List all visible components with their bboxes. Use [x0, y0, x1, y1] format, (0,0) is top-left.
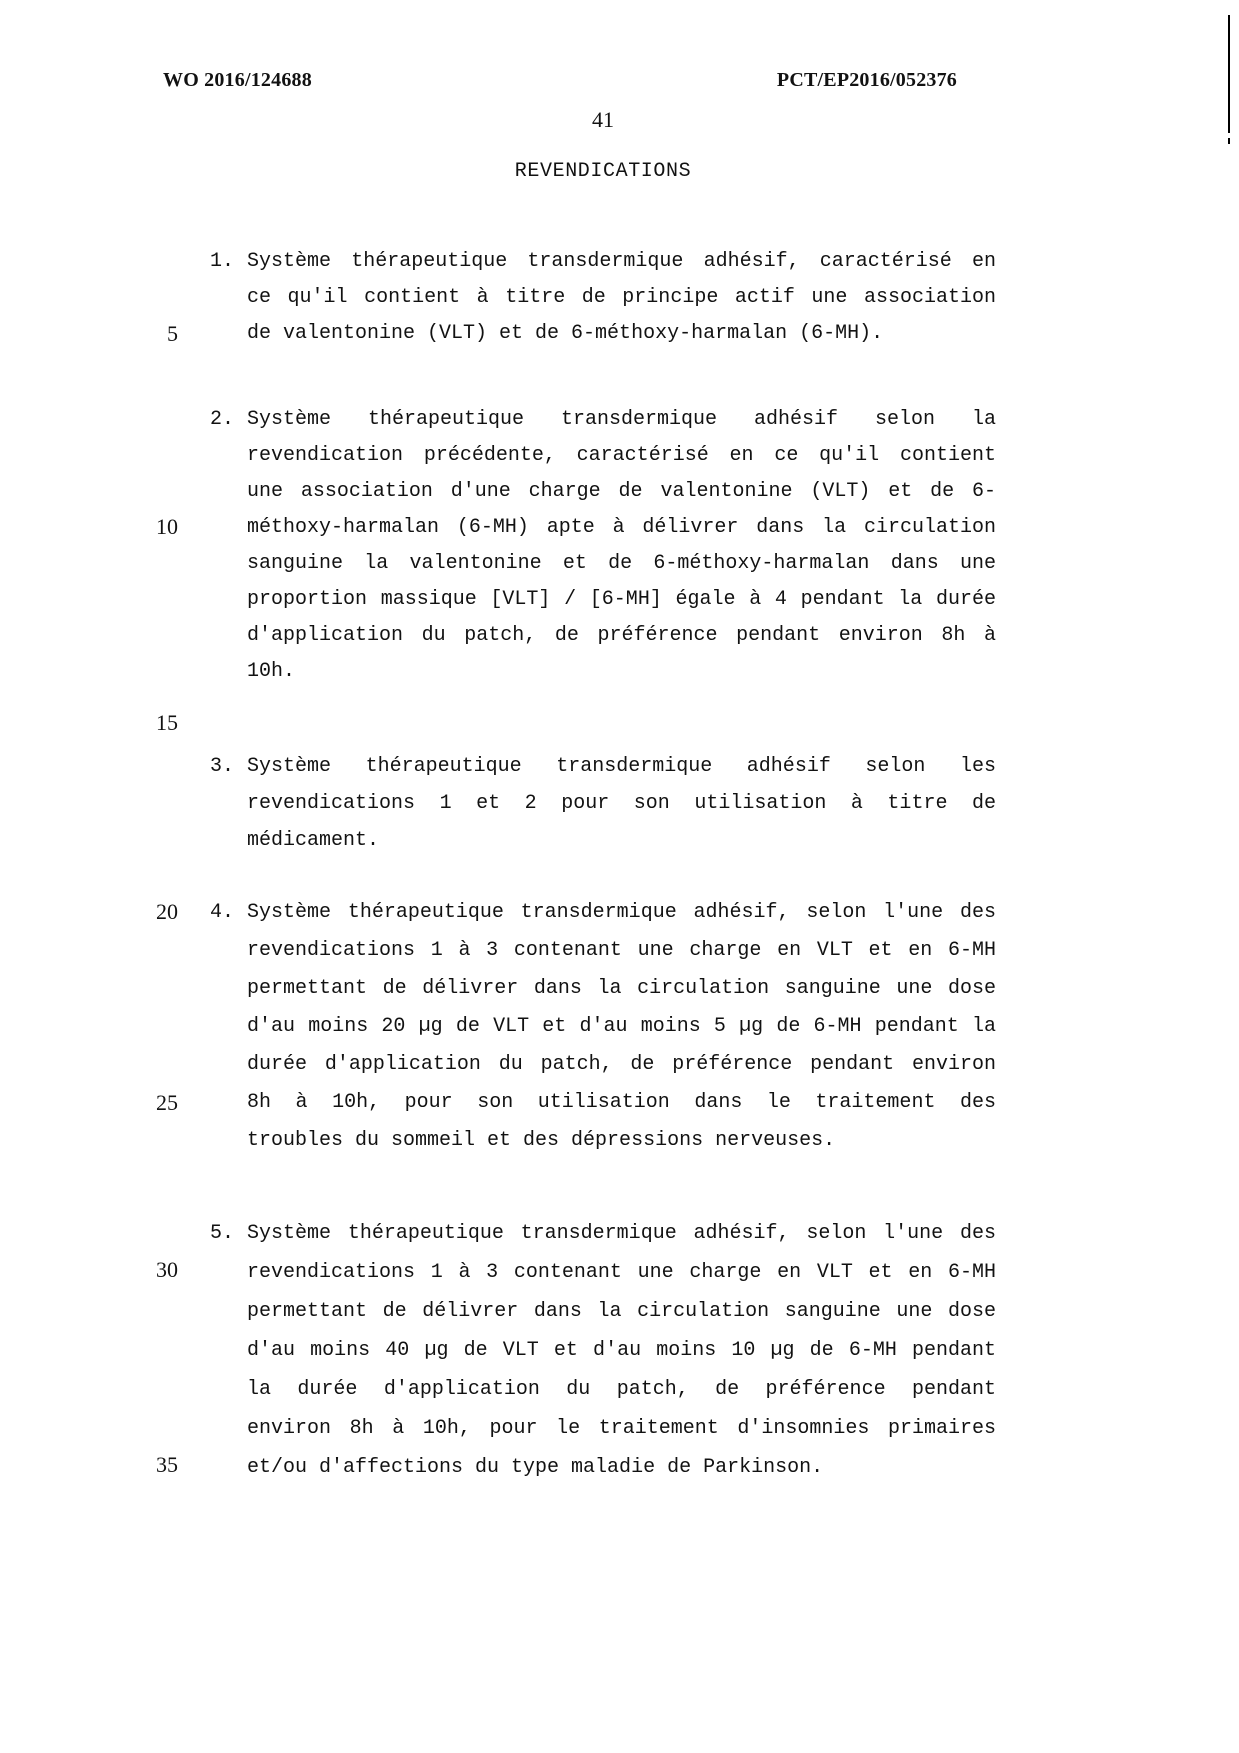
claim-line: une association d'une charge de valentonine (VLT) et de 6-	[247, 480, 996, 503]
claim-4	[210, 894, 996, 1160]
claim-number: 4.	[210, 901, 235, 924]
margin-line-number-30: 30	[156, 1257, 178, 1282]
claim-line: permettant de délivrer dans la circulation sanguine une dose	[247, 1300, 996, 1323]
margin-line-number-20: 20	[156, 899, 178, 924]
claim-line: médicament.	[247, 829, 380, 852]
claim-line: permettant de délivrer dans la circulation sanguine une dose	[247, 977, 996, 1000]
claim-line: revendications 1 à 3 contenant une charge en VLT et en 6-MH	[247, 1261, 996, 1284]
margin-line-number-35: 35	[156, 1452, 178, 1477]
claim-line: revendication précédente, caractérisé en ce qu'il contient	[247, 444, 996, 467]
scan-artifact-dot	[1228, 138, 1230, 144]
claim-line: Système thérapeutique transdermique adhésif selon la	[247, 408, 996, 431]
claim-line: sanguine la valentonine et de 6-méthoxy-harmalan dans une	[247, 552, 996, 575]
claim-line: environ 8h à 10h, pour le traitement d'insomnies primaires	[247, 1417, 996, 1440]
claim-line: d'au moins 20 µg de VLT et d'au moins 5 µg de 6-MH pendant la	[247, 1015, 996, 1038]
claim-3	[210, 748, 996, 859]
claim-5	[210, 1214, 996, 1487]
margin-line-number-5: 5	[167, 321, 178, 346]
claim-number: 1.	[210, 250, 235, 273]
application-number: PCT/EP2016/052376	[776, 69, 957, 91]
claim-line: troubles du sommeil et des dépressions nerveuses.	[247, 1129, 836, 1152]
claim-line: proportion massique [VLT] / [6-MH] égale à 4 pendant la durée	[247, 588, 996, 611]
claim-line: revendications 1 et 2 pour son utilisation à titre de	[247, 792, 996, 815]
claim-line: Système thérapeutique transdermique adhésif, selon l'une des	[247, 901, 996, 924]
margin-line-number-25: 25	[156, 1090, 178, 1115]
claim-line: durée d'application du patch, de préférence pendant environ	[247, 1053, 996, 1076]
claim-number: 5.	[210, 1222, 235, 1245]
margin-line-number-10: 10	[156, 514, 178, 539]
claim-line: 8h à 10h, pour son utilisation dans le traitement des	[247, 1091, 996, 1114]
claim-line: d'application du patch, de préférence pendant environ 8h à	[247, 624, 996, 647]
claim-line: revendications 1 à 3 contenant une charge en VLT et en 6-MH	[247, 939, 996, 962]
publication-number: WO 2016/124688	[163, 69, 312, 91]
claims-title: REVENDICATIONS	[514, 160, 692, 183]
claim-line: Système thérapeutique transdermique adhésif selon les	[247, 755, 996, 778]
claim-line: d'au moins 40 µg de VLT et d'au moins 10 µg de 6-MH pendant	[247, 1339, 996, 1362]
claim-number: 3.	[210, 755, 235, 778]
claim-1	[210, 244, 996, 352]
claim-line: méthoxy-harmalan (6-MH) apte à délivrer dans la circulation	[247, 516, 996, 539]
claim-line: Système thérapeutique transdermique adhésif, selon l'une des	[247, 1222, 996, 1245]
claim-2	[210, 402, 996, 690]
claim-line: la durée d'application du patch, de préférence pendant	[247, 1378, 996, 1401]
claim-number: 2.	[210, 408, 235, 431]
claim-line: de valentonine (VLT) et de 6-méthoxy-harmalan (6-MH).	[247, 322, 884, 345]
margin-line-number-15: 15	[156, 710, 178, 735]
claim-line: ce qu'il contient à titre de principe actif une association	[247, 286, 996, 309]
claim-line: Système thérapeutique transdermique adhésif, caractérisé en	[247, 250, 996, 273]
page-number: 41	[592, 107, 614, 132]
claim-line: et/ou d'affections du type maladie de Parkinson.	[247, 1456, 824, 1479]
claim-line: 10h.	[247, 660, 296, 683]
scan-artifact-line	[1228, 15, 1230, 133]
